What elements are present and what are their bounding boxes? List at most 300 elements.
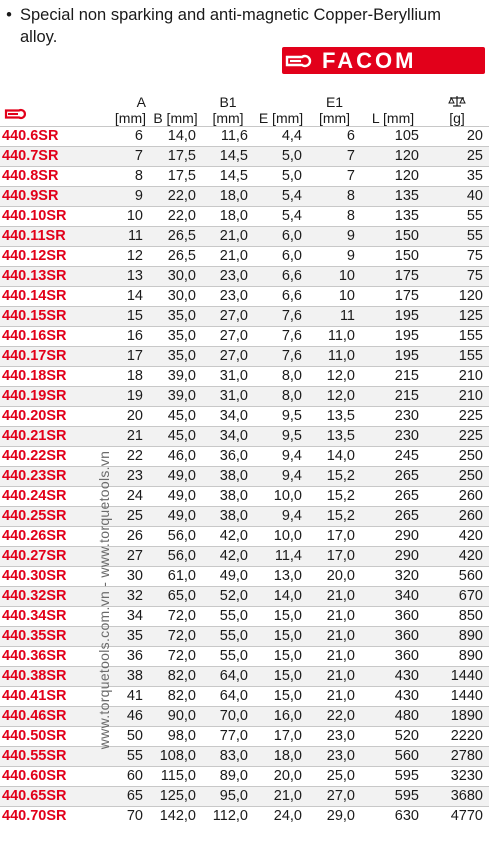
cell-e: 6,0 (281, 248, 302, 264)
cell-b: 82,0 (167, 668, 196, 684)
cell-b: 45,0 (167, 408, 196, 424)
cell-b: 56,0 (167, 528, 196, 544)
cell-b1: 11,6 (220, 128, 248, 144)
cell-b: 46,0 (167, 448, 196, 464)
cell-b: 17,5 (167, 148, 196, 164)
cell-b1: 70,0 (219, 708, 248, 724)
cell-l: 195 (394, 308, 419, 324)
cell-e: 18,0 (273, 748, 302, 764)
part-number-cell: 440.38SR (2, 668, 67, 684)
cell-b: 115,0 (160, 768, 196, 784)
header-l: L [mm] (371, 110, 415, 126)
header-b1-unit: [mm] (212, 110, 244, 126)
cell-e1: 11 (339, 308, 355, 324)
cell-b: 49,0 (167, 468, 196, 484)
cell-g: 3680 (450, 788, 483, 804)
cell-a: 18 (126, 368, 143, 384)
cell-e: 6,6 (281, 288, 302, 304)
cell-e1: 23,0 (326, 728, 355, 744)
cell-e1: 29,0 (326, 808, 355, 824)
table-row (0, 326, 489, 346)
cell-a: 21 (126, 428, 143, 444)
cell-l: 340 (394, 588, 419, 604)
part-number-cell: 440.46SR (2, 708, 67, 724)
table-row (0, 686, 489, 706)
table-row (0, 766, 489, 786)
cell-e: 15,0 (273, 608, 302, 624)
cell-g: 225 (458, 408, 483, 424)
cell-l: 560 (394, 748, 419, 764)
cell-g: 2780 (450, 748, 483, 764)
cell-e: 4,4 (281, 128, 302, 144)
cell-b1: 31,0 (219, 368, 248, 384)
cell-a: 35 (126, 628, 143, 644)
cell-g: 420 (458, 548, 483, 564)
cell-e1: 9 (346, 248, 355, 264)
part-number-cell: 440.50SR (2, 728, 67, 744)
part-number-cell: 440.10SR (2, 208, 67, 224)
table-row (0, 786, 489, 806)
cell-g: 225 (458, 428, 483, 444)
table-row (0, 506, 489, 526)
cell-b: 72,0 (167, 628, 196, 644)
cell-a: 27 (126, 548, 143, 564)
cell-b: 98,0 (167, 728, 196, 744)
cell-e1: 14,0 (326, 448, 355, 464)
table-row (0, 706, 489, 726)
cell-b: 90,0 (167, 708, 196, 724)
cell-e: 9,4 (281, 448, 302, 464)
cell-b1: 18,0 (219, 188, 248, 204)
cell-a: 24 (126, 488, 143, 504)
part-number-cell: 440.14SR (2, 288, 67, 304)
cell-e1: 21,0 (326, 628, 355, 644)
cell-b1: 14,5 (219, 168, 248, 184)
table-row (0, 366, 489, 386)
cell-l: 360 (394, 648, 419, 664)
intro-bullet-line (2, 4, 472, 48)
cell-b: 22,0 (167, 208, 196, 224)
cell-e1: 21,0 (326, 608, 355, 624)
cell-b1: 64,0 (219, 668, 248, 684)
cell-b: 26,5 (167, 228, 196, 244)
cell-g: 250 (458, 468, 483, 484)
part-number-cell: 440.35SR (2, 628, 67, 644)
cell-a: 11 (127, 228, 143, 244)
cell-g: 75 (466, 248, 483, 264)
cell-g: 560 (458, 568, 483, 584)
bullet-dot: • (6, 6, 12, 24)
cell-e1: 21,0 (326, 648, 355, 664)
table-row (0, 226, 489, 246)
cell-l: 430 (394, 668, 419, 684)
cell-g: 3230 (450, 768, 483, 784)
cell-g: 670 (458, 588, 483, 604)
cell-l: 175 (394, 288, 419, 304)
cell-e1: 7 (346, 148, 355, 164)
cell-a: 41 (126, 688, 143, 704)
facom-wrench-logo-icon (282, 47, 316, 74)
cell-b: 142,0 (159, 808, 196, 824)
cell-e1: 12,0 (326, 368, 355, 384)
part-number-cell: 440.21SR (2, 428, 67, 444)
cell-b1: 34,0 (219, 428, 248, 444)
cell-g: 260 (458, 508, 483, 524)
table-row (0, 646, 489, 666)
cell-a: 17 (126, 348, 143, 364)
cell-g: 1890 (450, 708, 483, 724)
cell-b1: 23,0 (219, 268, 248, 284)
cell-e: 9,4 (281, 508, 302, 524)
cell-g: 25 (466, 148, 483, 164)
table-row (0, 586, 489, 606)
table-row (0, 666, 489, 686)
cell-a: 14 (126, 288, 143, 304)
cell-b: 35,0 (167, 348, 196, 364)
cell-e1: 13,5 (326, 408, 355, 424)
table-row (0, 526, 489, 546)
cell-e: 15,0 (273, 648, 302, 664)
table-row (0, 606, 489, 626)
cell-g: 55 (466, 228, 483, 244)
cell-a: 8 (134, 168, 143, 184)
cell-l: 290 (394, 528, 419, 544)
cell-a: 34 (126, 608, 143, 624)
table-row (0, 466, 489, 486)
cell-a: 15 (126, 308, 143, 324)
cell-b1: 112,0 (212, 808, 248, 824)
cell-e: 15,0 (273, 668, 302, 684)
cell-g: 1440 (450, 668, 483, 684)
cell-a: 25 (126, 508, 143, 524)
cell-l: 265 (394, 468, 419, 484)
cell-e: 9,5 (281, 408, 302, 424)
cell-g: 20 (466, 128, 483, 144)
cell-g: 35 (466, 168, 483, 184)
cell-e: 20,0 (273, 768, 302, 784)
cell-g: 210 (458, 368, 483, 384)
cell-l: 630 (394, 808, 419, 824)
part-number-cell: 440.30SR (2, 568, 67, 584)
cell-l: 215 (394, 388, 419, 404)
cell-e: 9,4 (281, 468, 302, 484)
part-number-cell: 440.24SR (2, 488, 67, 504)
cell-e1: 10 (338, 268, 355, 284)
cell-b1: 27,0 (219, 308, 248, 324)
header-e: E [mm] (258, 110, 304, 126)
cell-e1: 15,2 (326, 488, 355, 504)
cell-g: 260 (458, 488, 483, 504)
cell-l: 230 (394, 428, 419, 444)
cell-b1: 89,0 (219, 768, 248, 784)
part-number-cell: 440.25SR (2, 508, 67, 524)
cell-l: 245 (394, 448, 419, 464)
cell-e1: 6 (346, 128, 355, 144)
table-row (0, 626, 489, 646)
cell-e1: 12,0 (326, 388, 355, 404)
part-number-cell: 440.8SR (2, 168, 59, 184)
part-number-cell: 440.41SR (2, 688, 67, 704)
cell-l: 150 (394, 248, 419, 264)
cell-a: 55 (126, 748, 143, 764)
table-row (0, 486, 489, 506)
table-row (0, 206, 489, 226)
cell-b: 39,0 (167, 368, 196, 384)
header-e1-unit: [mm] (318, 110, 351, 126)
cell-g: 55 (466, 208, 483, 224)
cell-b1: 42,0 (219, 528, 248, 544)
cell-e1: 17,0 (326, 528, 355, 544)
part-number-cell: 440.23SR (2, 468, 67, 484)
part-number-cell: 440.70SR (2, 808, 67, 824)
cell-g: 890 (458, 628, 483, 644)
cell-b: 72,0 (167, 608, 196, 624)
header-a: A [mm] (114, 94, 146, 126)
cell-l: 215 (394, 368, 419, 384)
cell-a: 32 (126, 588, 143, 604)
cell-b: 82,0 (167, 688, 196, 704)
cell-e1: 17,0 (326, 548, 355, 564)
cell-e1: 22,0 (326, 708, 355, 724)
cell-a: 20 (126, 408, 143, 424)
cell-e: 7,6 (281, 328, 302, 344)
cell-a: 22 (126, 448, 143, 464)
cell-a: 46 (126, 708, 143, 724)
part-number-cell: 440.65SR (2, 788, 67, 804)
cell-a: 23 (126, 468, 143, 484)
table-row (0, 566, 489, 586)
part-number-cell: 440.11SR (2, 228, 66, 244)
table-row (0, 346, 489, 366)
cell-e: 6,6 (281, 268, 302, 284)
cell-e: 8,0 (281, 368, 302, 384)
part-number-cell: 440.16SR (2, 328, 67, 344)
cell-b: 17,5 (167, 168, 196, 184)
watermark-text: www.torquetools.com.vn - www.torquetools.vn (96, 450, 112, 750)
cell-g: 850 (458, 608, 483, 624)
cell-b1: 21,0 (219, 248, 248, 264)
cell-e1: 23,0 (326, 748, 355, 764)
cell-b1: 27,0 (219, 348, 248, 364)
cell-g: 120 (458, 288, 483, 304)
part-number-cell: 440.12SR (2, 248, 67, 264)
part-number-cell: 440.15SR (2, 308, 67, 324)
facom-wrench-small-icon (4, 108, 30, 120)
header-b: B [mm] (153, 110, 198, 126)
cell-l: 195 (394, 348, 419, 364)
cell-a: 38 (126, 668, 143, 684)
cell-e1: 21,0 (326, 588, 355, 604)
cell-l: 595 (394, 788, 419, 804)
cell-g: 40 (466, 188, 483, 204)
table-header-row (0, 86, 489, 126)
cell-e: 5,4 (281, 208, 302, 224)
cell-a: 13 (126, 268, 143, 284)
part-number-cell: 440.34SR (2, 608, 67, 624)
facom-logo (282, 47, 485, 74)
cell-e1: 8 (346, 188, 355, 204)
cell-a: 9 (134, 188, 143, 204)
cell-l: 135 (394, 208, 419, 224)
cell-b1: 38,0 (219, 508, 248, 524)
cell-b1: 55,0 (219, 628, 248, 644)
cell-l: 320 (394, 568, 419, 584)
cell-e1: 27,0 (326, 788, 355, 804)
table-row (0, 166, 489, 186)
table-row (0, 446, 489, 466)
cell-b: 49,0 (167, 508, 196, 524)
cell-e1: 25,0 (326, 768, 355, 784)
cell-b1: 14,5 (219, 148, 248, 164)
table-row (0, 266, 489, 286)
cell-e: 5,0 (281, 168, 302, 184)
cell-e: 7,6 (281, 348, 302, 364)
cell-e: 17,0 (273, 728, 302, 744)
cell-b1: 55,0 (219, 608, 248, 624)
cell-l: 595 (394, 768, 419, 784)
table-row (0, 806, 489, 826)
cell-a: 36 (126, 648, 143, 664)
cell-e: 13,0 (273, 568, 302, 584)
table-row (0, 406, 489, 426)
cell-g: 2220 (450, 728, 483, 744)
cell-b: 30,0 (167, 288, 196, 304)
cell-b1: 83,0 (219, 748, 248, 764)
cell-b1: 38,0 (219, 488, 248, 504)
part-number-cell: 440.13SR (2, 268, 67, 284)
part-number-cell: 440.6SR (2, 128, 59, 144)
facom-logo-text: FACOM (322, 47, 417, 73)
header-e1-title: E1 (325, 94, 344, 110)
cell-e: 9,5 (281, 428, 302, 444)
cell-b1: 95,0 (219, 788, 248, 804)
cell-e1: 11,0 (327, 348, 355, 364)
cell-b1: 42,0 (219, 548, 248, 564)
table-row (0, 306, 489, 326)
cell-a: 65 (126, 788, 143, 804)
cell-b1: 64,0 (219, 688, 248, 704)
cell-g: 250 (458, 448, 483, 464)
cell-l: 360 (394, 608, 419, 624)
cell-b: 35,0 (167, 328, 196, 344)
cell-a: 19 (126, 388, 143, 404)
part-number-cell: 440.20SR (2, 408, 67, 424)
cell-g: 155 (458, 328, 483, 344)
cell-e1: 7 (346, 168, 355, 184)
cell-a: 60 (126, 768, 143, 784)
cell-a: 26 (126, 528, 143, 544)
header-ref (0, 86, 104, 126)
part-number-cell: 440.36SR (2, 648, 67, 664)
cell-e1: 15,2 (326, 508, 355, 524)
cell-l: 135 (394, 188, 419, 204)
cell-e: 15,0 (273, 688, 302, 704)
cell-b: 30,0 (167, 268, 196, 284)
cell-l: 265 (394, 488, 419, 504)
cell-b: 125,0 (159, 788, 196, 804)
part-number-cell: 440.18SR (2, 368, 67, 384)
cell-l: 120 (394, 148, 419, 164)
part-number-cell: 440.7SR (2, 148, 59, 164)
table-row (0, 286, 489, 306)
header-b1-title: B1 (219, 94, 237, 110)
cell-l: 430 (394, 688, 419, 704)
cell-e1: 13,5 (326, 428, 355, 444)
cell-e1: 15,2 (326, 468, 355, 484)
cell-b1: 23,0 (219, 288, 248, 304)
table-row (0, 386, 489, 406)
cell-e1: 11,0 (327, 328, 355, 344)
watermark (96, 430, 112, 770)
part-number-cell: 440.9SR (2, 188, 59, 204)
cell-g: 4770 (450, 808, 483, 824)
cell-l: 150 (394, 228, 419, 244)
cell-b: 65,0 (167, 588, 196, 604)
cell-b1: 36,0 (219, 448, 248, 464)
cell-b1: 31,0 (219, 388, 248, 404)
table-row (0, 746, 489, 766)
cell-b: 14,0 (167, 128, 196, 144)
cell-e1: 21,0 (326, 688, 355, 704)
table-row (0, 186, 489, 206)
cell-a: 16 (126, 328, 143, 344)
cell-l: 360 (394, 628, 419, 644)
cell-b1: 21,0 (219, 228, 248, 244)
cell-g: 1440 (450, 688, 483, 704)
table-row (0, 726, 489, 746)
scale-weight-icon (425, 94, 489, 110)
cell-e1: 20,0 (326, 568, 355, 584)
part-number-cell: 440.60SR (2, 768, 67, 784)
cell-b: 108,0 (159, 748, 196, 764)
cell-e1: 8 (346, 208, 355, 224)
cell-a: 7 (134, 148, 143, 164)
cell-b: 45,0 (167, 428, 196, 444)
cell-e: 10,0 (273, 528, 302, 544)
part-number-cell: 440.17SR (2, 348, 67, 364)
cell-b1: 55,0 (219, 648, 248, 664)
cell-a: 30 (126, 568, 143, 584)
cell-b: 22,0 (167, 188, 196, 204)
cell-e: 16,0 (273, 708, 302, 724)
part-number-cell: 440.27SR (2, 548, 67, 564)
cell-b: 35,0 (167, 308, 196, 324)
cell-l: 120 (394, 168, 419, 184)
cell-g: 210 (458, 388, 483, 404)
intro-text: Special non sparking and anti-magnetic Copper-Beryllium alloy. (20, 6, 441, 46)
header-weight-unit: [g] (449, 110, 465, 126)
cell-g: 155 (458, 348, 483, 364)
cell-b: 49,0 (167, 488, 196, 504)
cell-e: 5,4 (281, 188, 302, 204)
cell-b1: 77,0 (219, 728, 248, 744)
table-row (0, 126, 489, 146)
cell-l: 480 (394, 708, 419, 724)
table-row (0, 426, 489, 446)
part-number-cell: 440.22SR (2, 448, 67, 464)
cell-e1: 10 (338, 288, 355, 304)
cell-b1: 49,0 (219, 568, 248, 584)
cell-g: 75 (466, 268, 483, 284)
cell-b1: 52,0 (219, 588, 248, 604)
part-number-cell: 440.32SR (2, 588, 67, 604)
cell-b: 61,0 (167, 568, 196, 584)
table-row (0, 546, 489, 566)
part-number-cell: 440.26SR (2, 528, 67, 544)
spec-table (0, 86, 489, 826)
cell-g: 125 (458, 308, 483, 324)
cell-e1: 9 (346, 228, 355, 244)
